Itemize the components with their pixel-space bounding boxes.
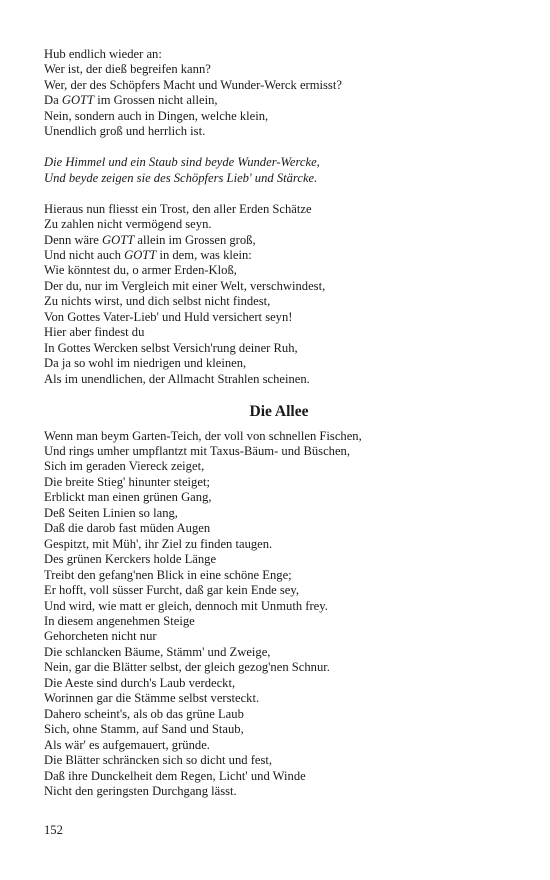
verse-line: Hier aber findest du xyxy=(44,325,145,340)
verse-line: Dahero scheint's, als ob das grüne Laub xyxy=(44,706,244,721)
emphasis-god: GOTT xyxy=(61,93,95,108)
page-number: 152 xyxy=(44,823,63,837)
verse-line: Erblickt man einen grünen Gang, xyxy=(44,490,212,505)
verse-line: Als wär' es aufgemauert, gründe. xyxy=(44,737,210,752)
verse-line: In Gottes Wercken selbst Versich'rung deiner Ruh, xyxy=(44,340,298,355)
verse-line: Zu zahlen nicht vermögend seyn. xyxy=(44,217,212,232)
verse-line: Wer, der des Schöpfers Macht und Wunder-Werck ermisst? xyxy=(44,77,342,92)
verse-line: Daß die darob fast müden Augen xyxy=(44,521,211,536)
verse-line: Sich im geraden Viereck zeiget, xyxy=(44,459,205,474)
page-text xyxy=(44,47,514,815)
verse-line: Nicht den geringsten Durchgang lässt. xyxy=(44,783,237,798)
verse-line: Hieraus nun fliesst ein Trost, den aller Erden Schätze xyxy=(44,201,312,216)
verse-line: Hub endlich wieder an: xyxy=(44,47,162,61)
stanza-2-italic xyxy=(44,155,514,186)
verse-line: Und wird, wie matt er gleich, dennoch mit Unmuth frey. xyxy=(44,598,328,613)
verse-line: Die Aeste sind durch's Laub verdeckt, xyxy=(44,675,236,690)
verse-line: Die breite Stieg' hinunter steiget; xyxy=(44,474,210,489)
verse-line: Nein, gar die Blätter selbst, der gleich gezog'nen Schnur. xyxy=(44,660,330,675)
emphasis-god: GOTT xyxy=(102,232,135,247)
poem-title: Die Allee xyxy=(249,402,309,420)
verse-line: Zu nichts wirst, und dich selbst nicht findest, xyxy=(44,294,271,309)
verse-line: Wer ist, der dieß begreifen kann? xyxy=(44,62,211,77)
verse-line: Denn wäre GOTT allein im Grossen groß, xyxy=(44,232,256,247)
verse-line: Die Blätter schräncken sich so dicht und fest, xyxy=(44,753,273,768)
verse-line: Die Himmel und ein Staub sind beyde Wunder-Wercke, xyxy=(44,155,320,170)
verse-line: Wie könntest du, o armer Erden-Kloß, xyxy=(44,263,237,278)
verse-line: In diesem angenehmen Steige xyxy=(44,614,195,628)
verse-line: Er hofft, voll süsser Furcht, daß gar kein Ende sey, xyxy=(44,583,299,598)
verse-line: Daß ihre Dunckelheit dem Regen, Licht' und Winde xyxy=(44,768,306,783)
verse-line: Treibt den gefang'nen Blick in eine schöne Enge; xyxy=(44,567,292,582)
emphasis-god: GOTT xyxy=(124,247,157,262)
verse-line: Sich, ohne Stamm, auf Sand und Staub, xyxy=(44,722,244,737)
verse-line: Unendlich groß und herrlich ist. xyxy=(44,124,206,139)
verse-line: Als im unendlichen, der Allmacht Strahlen scheinen. xyxy=(44,371,310,386)
verse-line: Deß Seiten Linien so lang, xyxy=(44,505,178,520)
verse-line: Gehorcheten nicht nur xyxy=(44,629,157,644)
verse-line: Da ja so wohl im niedrigen und kleinen, xyxy=(44,356,247,371)
verse-line: Und rings umher umpflantzt mit Taxus-Bäum- und Büschen, xyxy=(44,444,350,459)
verse-line: Wenn man beym Garten-Teich, der voll von schnellen Fischen, xyxy=(44,428,362,443)
verse-line: Der du, nur im Vergleich mit einer Welt, verschwindest, xyxy=(44,278,326,293)
stanza-1 xyxy=(44,47,514,140)
stanza-4 xyxy=(44,429,514,800)
verse-line: Und beyde zeigen sie des Schöpfers Lieb' und Stärcke. xyxy=(44,170,318,185)
verse-line: Da GOTT im Grossen nicht allein, xyxy=(44,93,218,108)
verse-line: Nein, sondern auch in Dingen, welche klein, xyxy=(44,108,269,123)
verse-line: Die schlancken Bäume, Stämm' und Zweige, xyxy=(44,644,271,659)
verse-line: Des grünen Kerckers holde Länge xyxy=(44,552,217,567)
verse-line: Gespitzt, mit Müh', ihr Ziel zu finden taugen. xyxy=(44,536,273,551)
stanza-3 xyxy=(44,202,514,387)
verse-line: Worinnen gar die Stämme selbst versteckt. xyxy=(44,691,260,706)
verse-line: Und nicht auch GOTT in dem, was klein: xyxy=(44,247,252,262)
verse-line: Von Gottes Vater-Lieb' und Huld versichert seyn! xyxy=(44,309,293,324)
